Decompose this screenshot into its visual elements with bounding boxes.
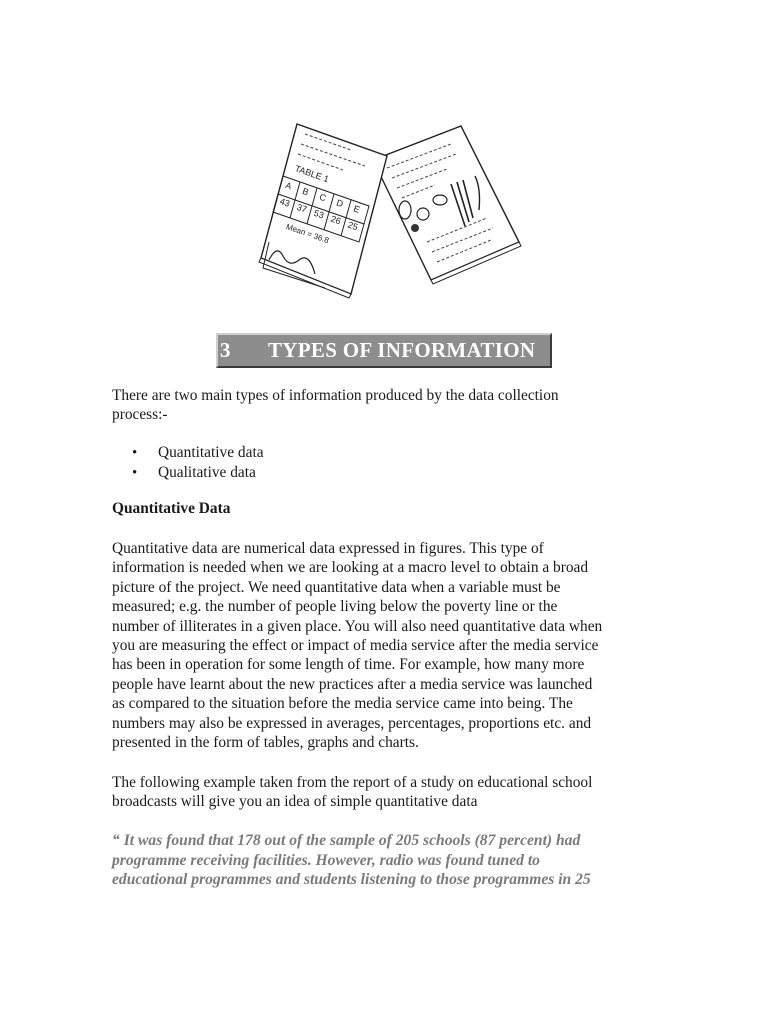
table-header-cell: A [284,180,294,192]
section-title: TYPES OF INFORMATION [268,338,536,362]
text-line: information is needed when we are looking at a macro level to obtain a broad [112,559,589,577]
table-title: TABLE 1 [293,163,331,185]
text-line: broadcasts will give you an idea of simple quantitative data [112,793,478,811]
text-line: people have learnt about the new practices after a media service was launched [112,675,593,693]
example-paragraph [112,773,660,812]
intro-paragraph [112,386,660,425]
text-line: numbers may also be expressed in averages, percentages, proportions etc. and [112,714,592,732]
papers-illustration [255,118,530,300]
table-header-cell: E [352,203,362,215]
table-text-layer [255,118,530,300]
text-line: presented in the form of tables, graphs and charts. [112,734,419,752]
table-header-cell: B [301,185,311,198]
text-line: number of illiterates in a given place. You will also need quantitative data when [112,617,603,635]
study-quote [112,831,672,890]
table-value-cell: 37 [295,201,309,215]
quantitative-paragraph [112,539,660,752]
quote-line: “ It was found that 178 out of the sample of 205 schools (87 percent) had [112,832,581,849]
text-line: measured; e.g. the number of people living below the poverty line or the [112,598,558,616]
types-list [132,443,264,483]
subheading: Quantitative Data [112,500,231,517]
table-value-cell: 43 [278,196,292,209]
quote-line: educational programmes and students listening to those programmes in 25 [112,871,591,889]
text-line: picture of the project. We need quantitative data when a variable must be [112,578,561,596]
table-value-cell: 25 [346,219,360,233]
table-header-cell: C [318,191,328,204]
list-item: • Quantitative data [132,443,264,463]
section-heading [216,333,552,368]
quote-line: programme receiving facilities. However, radio was found tuned to [112,851,540,869]
table-value-cell: 53 [312,207,326,221]
list-item: • Qualitative data [132,463,264,483]
table-header-cell: D [335,197,345,210]
table-value-cell: 26 [329,213,343,227]
mean-label: Mean = 36.8 [284,222,331,246]
text-line: There are two main types of information produced by the data collection [112,387,559,404]
section-number: 3 [220,338,231,362]
text-line: The following example taken from the report of a study on educational school [112,774,593,791]
text-line: process:- [112,406,168,424]
text-line: you are measuring the effect or impact of media service after the media service [112,637,599,655]
text-line: Quantitative data are numerical data expressed in figures. This type of [112,540,544,557]
text-line: has been in operation for some length of time. For example, how many more [112,656,585,674]
text-line: as compared to the situation before the media service came into being. The [112,695,573,713]
